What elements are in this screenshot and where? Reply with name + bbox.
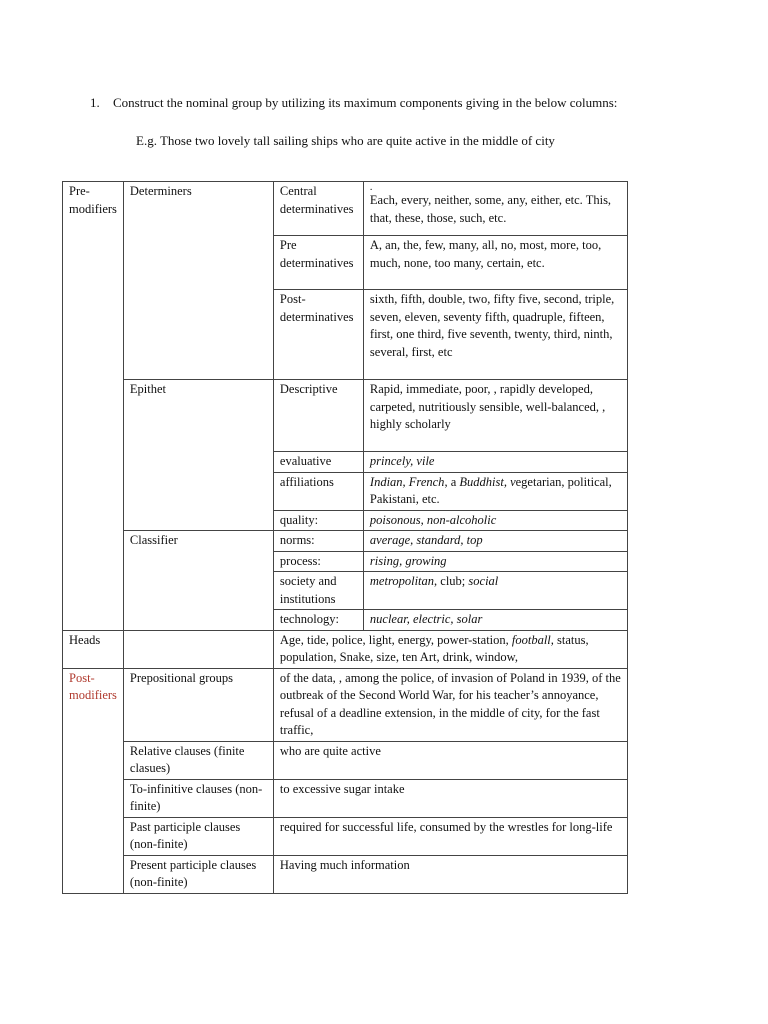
heads-text-2: status, population, Snake, size, ten Art, drink, window, [279, 632, 589, 664]
descriptive-cell [273, 380, 363, 452]
relative-clauses-examples: who are quite active [279, 743, 381, 758]
past-participle-clauses-label: Past participle clauses (non-finite) [129, 819, 241, 851]
heads-italic-1: football, [511, 632, 554, 647]
prepositional-groups-cell [123, 668, 273, 741]
nominal-group-table [62, 181, 628, 894]
pre-modifiers-cell [63, 182, 124, 631]
quality-examples-cell [363, 510, 627, 531]
central-dot: . [369, 182, 373, 193]
quality-cell [273, 510, 363, 531]
central-determinatives-cell [273, 182, 363, 236]
process-examples-cell [363, 551, 627, 572]
classifier-label: Classifier [129, 533, 178, 547]
pre-modifiers-label: Pre-modifiers [69, 184, 117, 216]
affiliations-italic-1: Indian, French [369, 474, 445, 489]
to-infinitive-clauses-label: To-infinitive clauses (non-finite) [129, 781, 263, 813]
society-label: society and institutions [279, 574, 337, 606]
example-sentence: E.g. Those two lovely tall sailing ships who are quite active in the middle of city [136, 133, 555, 148]
norms-cell [273, 531, 363, 552]
technology-label: technology: [279, 612, 339, 626]
post-modifiers-label: Post-modifiers [69, 670, 117, 702]
past-participle-clauses-examples: required for successful life, consumed by the wrestles for long-life [279, 819, 613, 834]
descriptive-label: Descriptive [279, 382, 338, 396]
to-infinitive-clauses-cell [123, 779, 273, 817]
to-infinitive-clauses-examples-cell [273, 779, 627, 817]
process-cell [273, 551, 363, 572]
epithet-cell [123, 380, 273, 531]
present-participle-clauses-label: Present participle clauses (non-finite) [129, 857, 257, 889]
pre-determinatives-examples-cell [363, 236, 627, 290]
affiliations-examples-cell [363, 472, 627, 510]
evaluative-cell [273, 452, 363, 473]
relative-clauses-label: Relative clauses (finite clasues) [129, 743, 245, 775]
central-determinatives-label: Central determinatives [279, 184, 354, 216]
relative-clauses-examples-cell [273, 741, 627, 779]
prepositional-groups-examples: of the data, , among the police, of invasion of Poland in 1939, of the outbreak of the Second World War, for his teacher’s annoyance, refusal of a deadline extension, in the middle of city, for the fast traffic, [279, 670, 621, 737]
question-number: 1. [90, 95, 100, 110]
society-italic-2: social [468, 574, 499, 588]
present-participle-clauses-cell [123, 855, 273, 893]
society-text-1: , club; [434, 574, 469, 588]
central-determinatives-examples-cell [363, 182, 627, 236]
technology-examples: nuclear, electric, solar [369, 612, 483, 626]
process-examples: rising, growing [369, 553, 447, 568]
process-label: process: [279, 553, 321, 568]
post-determinatives-label: Post-determinatives [279, 292, 354, 324]
descriptive-examples-cell [363, 380, 627, 452]
norms-examples-cell [363, 531, 627, 552]
post-modifiers-cell [63, 668, 124, 893]
affiliations-italic-2: Buddhist, v [459, 474, 516, 489]
determiners-cell [123, 182, 273, 380]
present-participle-clauses-examples: Having much information [279, 857, 410, 872]
prepositional-groups-label: Prepositional groups [129, 670, 234, 685]
post-determinatives-examples-cell [363, 290, 627, 380]
classifier-cell [123, 531, 273, 631]
evaluative-examples: princely, vile [369, 454, 435, 468]
heads-examples-cell [273, 630, 627, 668]
evaluative-label: evaluative [279, 454, 332, 468]
heads-label: Heads [69, 632, 101, 647]
norms-label: norms: [279, 533, 315, 547]
quality-label: quality: [279, 512, 319, 527]
pre-determinatives-label: Pre determinatives [279, 238, 354, 270]
past-participle-clauses-examples-cell [273, 817, 627, 855]
descriptive-examples: Rapid, immediate, poor, , rapidly developed, carpeted, nutritiously sensible, well-balanced, , highly scholarly [369, 382, 606, 431]
determiners-label: Determiners [129, 184, 192, 198]
affiliations-cell [273, 472, 363, 510]
evaluative-examples-cell [363, 452, 627, 473]
heads-cell [63, 630, 124, 668]
affiliations-text-2: egetarian, political, Pakistani, etc. [369, 474, 612, 506]
central-determinatives-examples: Each, every, neither, some, any, either, etc. This, that, these, those, such, etc. [369, 193, 612, 225]
post-determinatives-examples: sixth, fifth, double, two, fifty five, second, triple, seven, eleven, seventy fifth, quadruple, fifteen, first, one third, five seventh, twenty, third, ninth, several, first, etc [369, 292, 615, 359]
present-participle-clauses-examples-cell [273, 855, 627, 893]
heads-empty-cell [123, 630, 273, 668]
prepositional-groups-examples-cell [273, 668, 627, 741]
pre-determinatives-examples: A, an, the, few, many, all, no, most, more, too, much, none, too many, certain, etc. [369, 238, 602, 270]
society-cell [273, 572, 363, 610]
relative-clauses-cell [123, 741, 273, 779]
heads-text-1: Age, tide, police, light, energy, power-station, [279, 632, 512, 647]
to-infinitive-clauses-examples: to excessive sugar intake [279, 781, 405, 796]
affiliations-label: affiliations [279, 474, 334, 489]
society-italic-1: metropolitan [369, 574, 435, 588]
post-determinatives-cell [273, 290, 363, 380]
technology-cell [273, 610, 363, 631]
affiliations-text-1: , a [444, 474, 460, 489]
society-examples-cell [363, 572, 627, 610]
norms-examples: average, standard, top [369, 533, 483, 547]
epithet-label: Epithet [129, 382, 167, 396]
past-participle-clauses-cell [123, 817, 273, 855]
technology-examples-cell [363, 610, 627, 631]
question-text: Construct the nominal group by utilizing its maximum components giving in the below columns: [113, 95, 618, 110]
pre-determinatives-cell [273, 236, 363, 290]
quality-examples: poisonous, non-alcoholic [369, 512, 497, 527]
